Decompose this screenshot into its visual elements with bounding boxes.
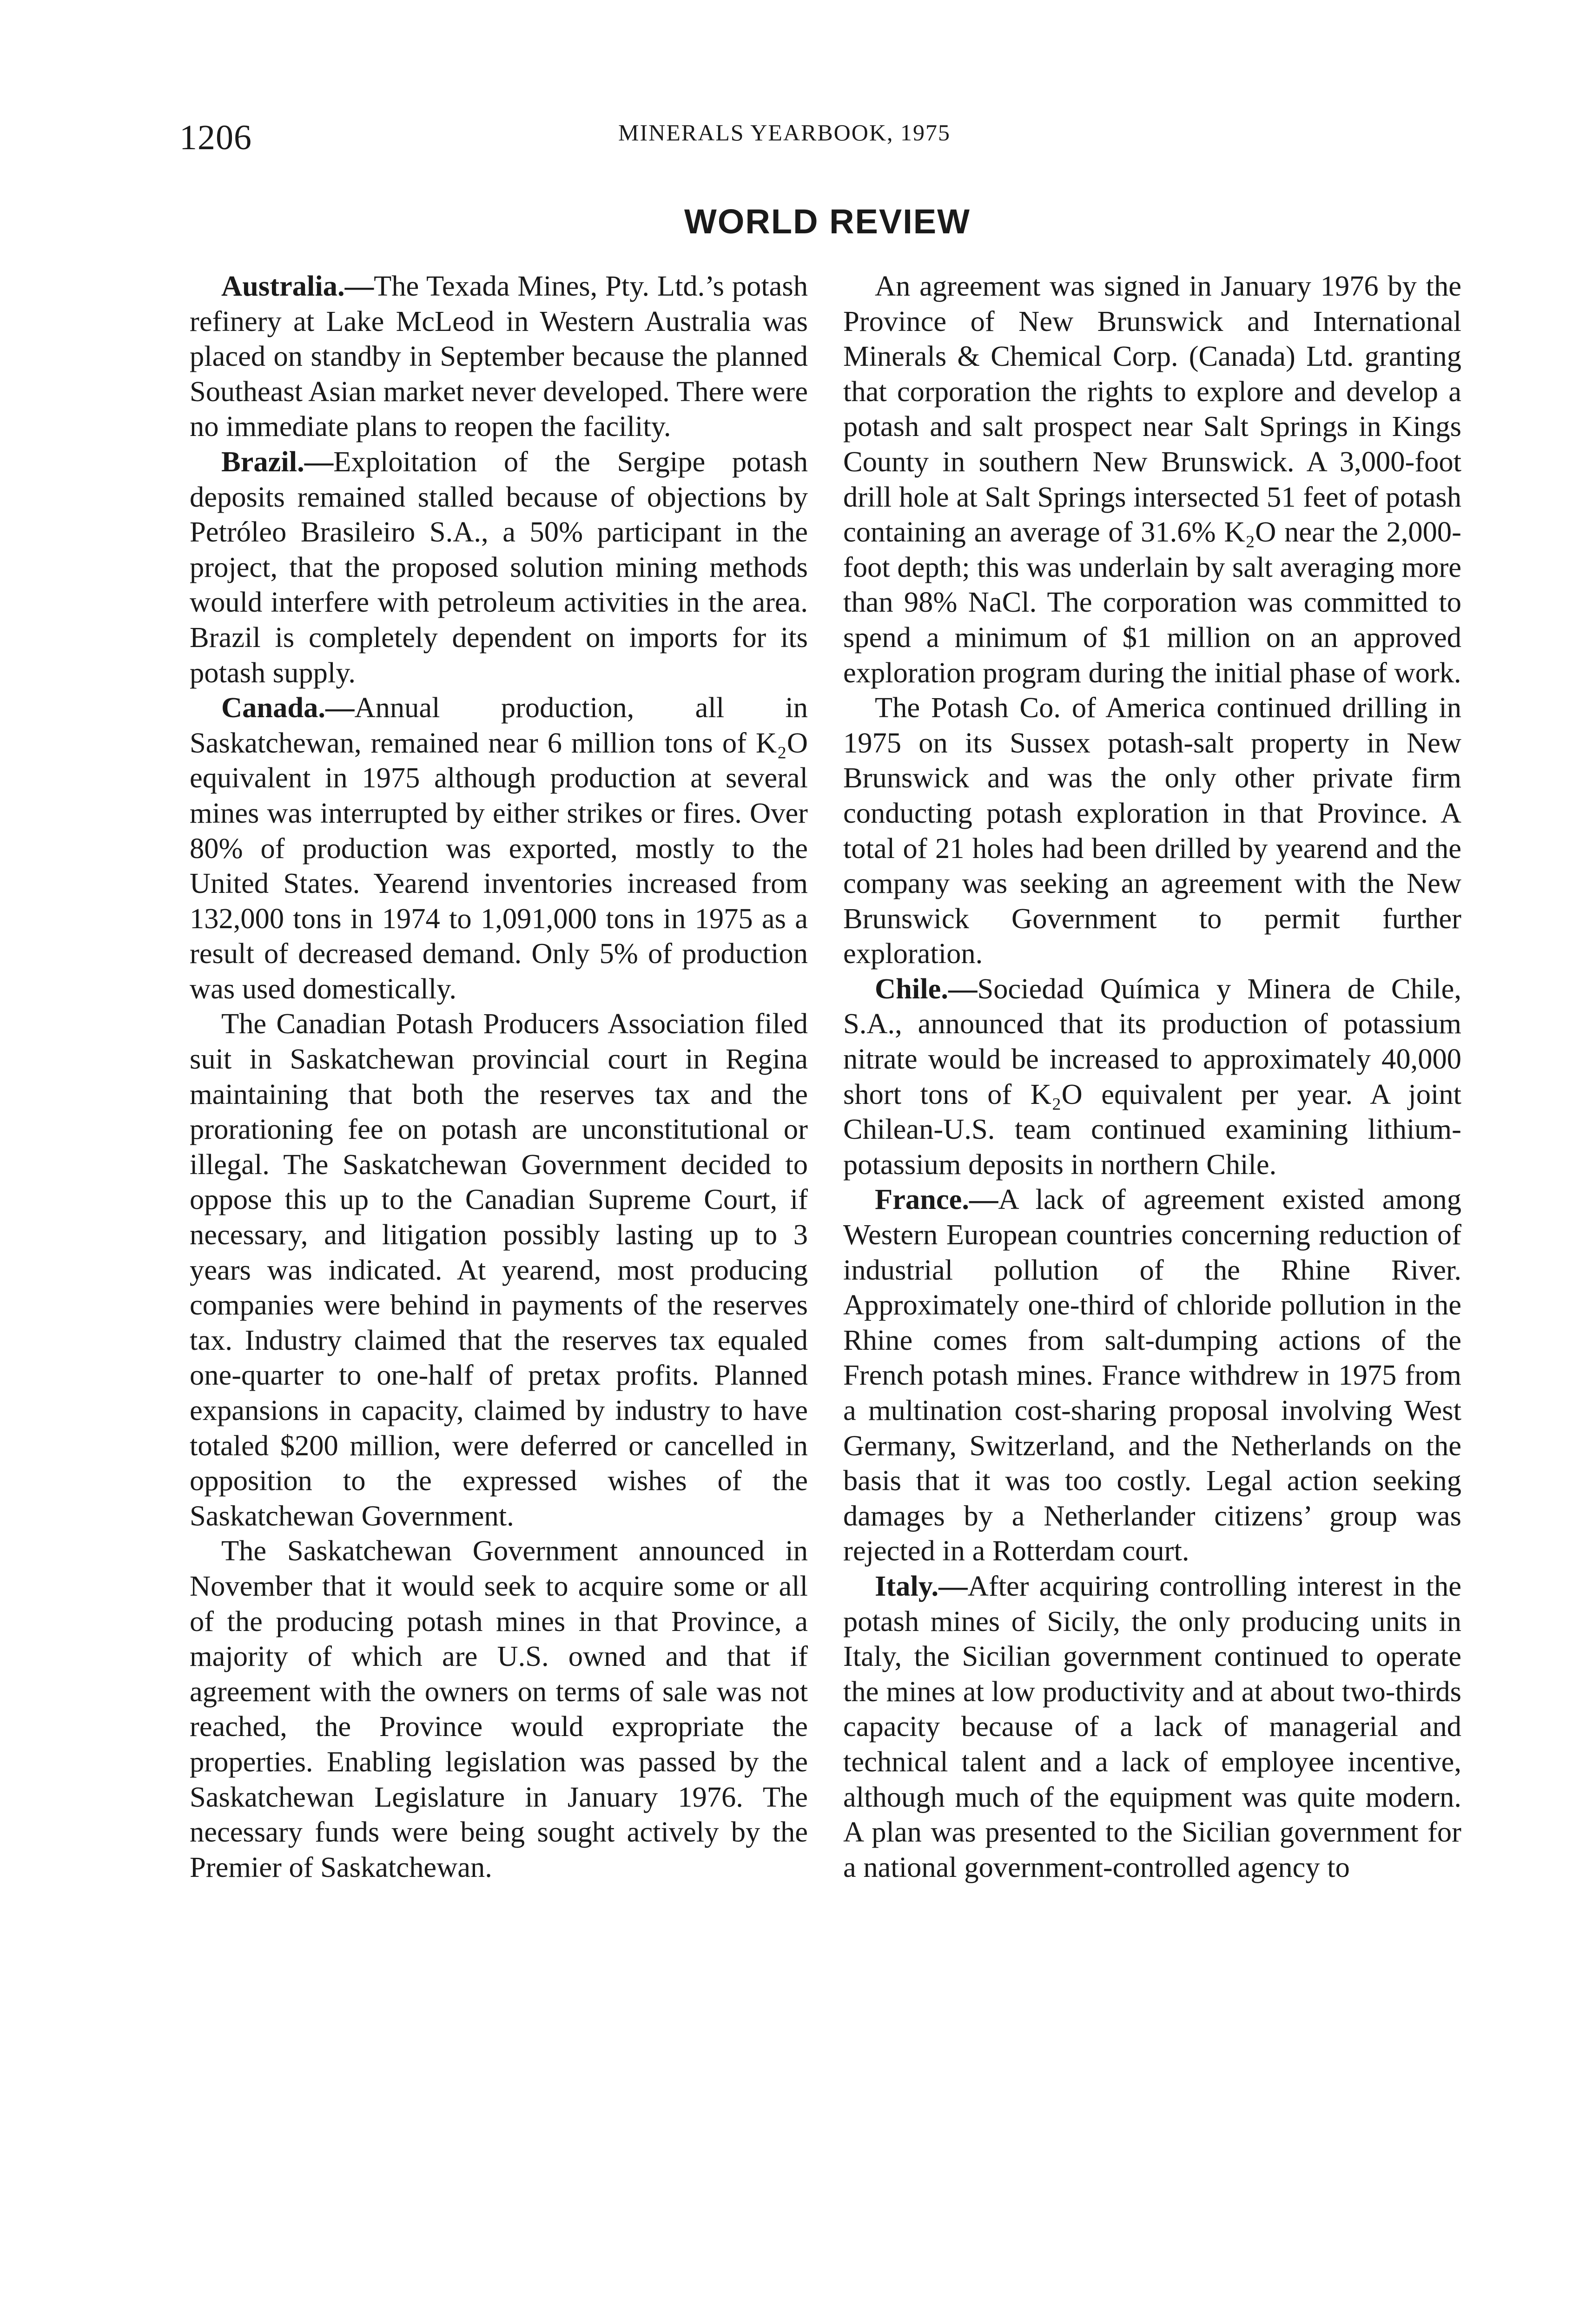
paragraph-text: After acquiring controlling interest in the potash mines of Sicily, the only producing units in Italy, the Sicilian government continued to operate the mines at low productivity and at about two-thirds capacity because of a lack of managerial and technical talent and a lack of employee incentive, although much of the equipment was quite modern. A plan was presented to the Sicilian government for a national government-controlled agency to (843, 1569, 1461, 1883)
country-heading-canada: Canada.— (221, 691, 355, 724)
page-number: 1206 (179, 118, 252, 157)
paragraph-text: Annual production, all in Saskatchewan, remained near 6 million tons of K₂O equivalent in 1975 although production at several mines was interrupted by either strikes or fires. Over 80% of production was exported, mostly to the United States. Yearend inventories increased from 132,000 tons in 1974 to 1,091,000 tons in 1975 as a result of decreased demand. Only 5% of production was used domestically. (190, 691, 808, 1005)
paragraph-chile (843, 971, 1461, 1182)
paragraph-brazil (190, 444, 808, 690)
paragraph-potash-co-america: The Potash Co. of America continued drilling in 1975 on its Sussex potash-salt property in New Brunswick and was the only other private firm conducting potash exploration in that Province. A total of 21 holes had been drilled by yearend and the company was seeking an agreement with the New Brunswick Government to permit further exploration. (843, 691, 1461, 970)
country-heading-chile: Chile.— (875, 972, 978, 1005)
left-column (190, 269, 808, 1885)
paragraph-canada-government: The Saskatchewan Government announced in November that it would seek to acquire some or all of the producing potash mines in that Province, a majority of which are U.S. owned and that if agreement with the owners on terms of sale was not reached, the Province would expropriate the properties. Enabling legislation was passed by the Saskatchewan Legislature in January 1976. The necessary funds were being sought actively by the Premier of Saskatchewan. (190, 1534, 808, 1883)
paragraph-canada-suit: The Canadian Potash Producers Association filed suit in Saskatchewan provincial court in Regina maintaining that both the reserves tax and the prorationing fee on potash are unconstitutional or illegal. The Saskatchewan Government decided to oppose this up to the Canadian Supreme Court, if necessary, and litigation possibly lasting up to 3 years was indicated. At yearend, most producing companies were behind in payments of the reserves tax. Industry claimed that the reserves tax equaled one-quarter to one-half of pretax profits. Planned expansions in capacity, claimed by industry to have totaled $200 million, were deferred or cancelled in opposition to the expressed wishes of the Saskatchewan Government. (190, 1007, 808, 1532)
paragraph-text: A lack of agreement existed among Western European countries concerning reduction of industrial pollution of the Rhine River. Approximately one-third of chloride pollution in the Rhine comes from salt-dumping actions of the French potash mines. France withdrew in 1975 from a multination cost-sharing proposal involving West Germany, Switzerland, and the Netherlands on the basis that it was too costly. Legal action seeking damages by a Netherlander citizens’ group was rejected in a Rotterdam court. (843, 1183, 1461, 1567)
paragraph-text: Exploitation of the Sergipe potash deposits remained stalled because of objections by Petróleo Brasileiro S.A., a 50% participant in the project, that the proposed solution mining methods would interfere with petroleum activities in the area. Brazil is completely dependent on imports for its potash supply. (190, 445, 808, 689)
paragraph-new-brunswick-agreement: An agreement was signed in January 1976 by the Province of New Brunswick and International Minerals & Chemical Corp. (Canada) Ltd. granting that corporation the rights to explore and develop a potash and salt prospect near Salt Springs in Kings County in southern New Brunswick. A 3,000-foot drill hole at Salt Springs intersected 51 feet of potash containing an average of 31.6% K₂O near the 2,000-foot depth; this was underlain by salt averaging more than 98% NaCl. The corporation was committed to spend a minimum of $1 million on an approved exploration program during the initial phase of work. (843, 270, 1461, 689)
right-column (843, 269, 1461, 1885)
paragraph-canada (190, 690, 808, 1006)
section-title: WORLD REVIEW (684, 202, 971, 241)
country-heading-australia: Australia.— (221, 270, 374, 302)
paragraph-france (843, 1182, 1461, 1569)
country-heading-italy: Italy.— (875, 1569, 968, 1602)
paragraph-text: The Texada Mines, Pty. Ltd.’s potash refinery at Lake McLeod in Western Australia was placed on standby in September because the planned Southeast Asian market never developed. There were no immediate plans to reopen the facility. (190, 270, 808, 443)
country-heading-brazil: Brazil.— (221, 445, 334, 478)
paragraph-australia (190, 269, 808, 444)
country-heading-france: France.— (875, 1183, 998, 1216)
paragraph-italy (843, 1569, 1461, 1885)
running-title: MINERALS YEARBOOK, 1975 (618, 119, 951, 145)
paragraph-text: Sociedad Química y Minera de Chile, S.A., announced that its production of potassium nitrate would be increased to approximately 40,000 short tons of K₂O equivalent per year. A joint Chilean-U.S. team continued examining lithium-potassium deposits in northern Chile. (843, 972, 1461, 1181)
